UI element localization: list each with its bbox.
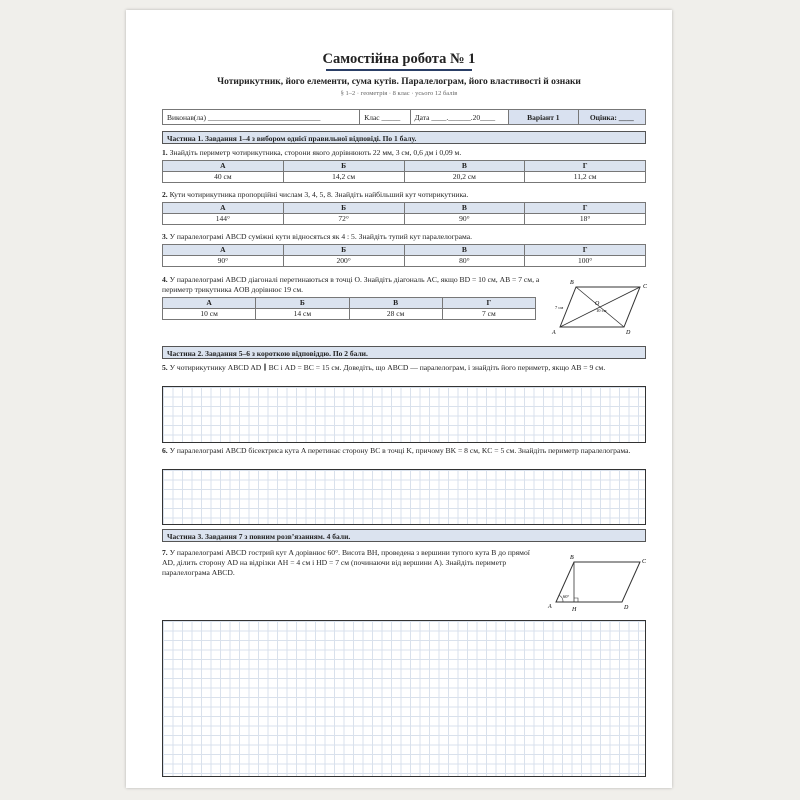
option-letter: Б xyxy=(283,203,404,214)
diagonal-length-label: 10 см xyxy=(596,308,607,313)
option-letter: А xyxy=(163,245,284,256)
option-letter: А xyxy=(163,298,256,309)
answer-box-6[interactable] xyxy=(162,469,646,525)
title-underline xyxy=(326,69,472,71)
parallelogram-diagram-q4 xyxy=(540,272,650,338)
section-2-header: Частина 2. Завдання 5–6 з короткою відповіддю. По 2 бали. xyxy=(162,346,646,359)
question-text: Знайдіть периметр чотирикутника, сторони якого дорівнюють 22 мм, 3 см, 0,6 дм і 0,09 м. xyxy=(169,148,462,157)
answer-option[interactable]: 28 см xyxy=(349,309,442,320)
option-letter: Г xyxy=(442,298,535,309)
option-letter: Б xyxy=(283,245,404,256)
question-number: 4. xyxy=(162,275,168,284)
section-3-header: Частина 3. Завдання 7 з повним розв’язанням. 4 бали. xyxy=(162,529,646,542)
vertex-label-a: A xyxy=(548,604,552,610)
answer-option[interactable]: 144° xyxy=(163,214,284,225)
page-meta: § 1–2 · геометрія · 8 клас · усього 12 балів xyxy=(340,90,458,97)
option-letter: А xyxy=(163,203,284,214)
question-number: 3. xyxy=(162,232,168,241)
answer-option[interactable]: 200° xyxy=(283,256,404,267)
question-text: У паралелограмі ABCD гострий кут A дорівнює 60°. Висота BH, проведена з вершини тупого кута B до прямої AD, ділить сторону AD на відрізки AH = 4 см і HD = 7 см (починаючи від вершини A). Знайдіть периметр паралелограма ABCD. xyxy=(162,548,530,577)
answer-option[interactable]: 100° xyxy=(525,256,646,267)
answer-option[interactable]: 10 см xyxy=(163,309,256,320)
vertex-label-d: D xyxy=(624,605,629,611)
question-3 xyxy=(162,232,646,242)
page-subtitle: Чотирикутник, його елементи, сума кутів. Паралелограм, його властивості й ознаки xyxy=(217,77,581,87)
right-angle-mark xyxy=(574,598,578,602)
question-6 xyxy=(162,446,646,456)
question-number: 6. xyxy=(162,446,168,455)
answer-box-7[interactable] xyxy=(162,620,646,777)
question-text: Кути чотирикутника пропорційні числам 3, 4, 5, 8. Знайдіть найбільший кут чотирикутника. xyxy=(169,190,469,199)
grade-field: Оцінка: ____ xyxy=(578,110,645,125)
answer-table-4 xyxy=(162,297,536,320)
option-letter: В xyxy=(404,161,525,172)
option-letter: Г xyxy=(525,161,646,172)
question-text: У паралелограмі ABCD бісектриса кута A перетинає сторону BC в точці K, причому BK = 8 см, KC = 5 см. Знайдіть периметр паралелограма. xyxy=(169,446,631,455)
vertex-label-b: B xyxy=(570,555,574,561)
answer-option[interactable]: 90° xyxy=(163,256,284,267)
option-letter: Б xyxy=(256,298,349,309)
class-field[interactable]: Клас _____ xyxy=(360,110,410,125)
vertex-label-d: D xyxy=(626,330,631,336)
option-letter: В xyxy=(404,203,525,214)
question-text: У паралелограмі ABCD суміжні кути відносяться як 4 : 5. Знайдіть тупий кут паралелограма. xyxy=(169,232,473,241)
center-label-o: O xyxy=(595,301,600,307)
answer-option[interactable]: 7 см xyxy=(442,309,535,320)
question-5 xyxy=(162,363,646,373)
answer-box-5[interactable] xyxy=(162,386,646,443)
answer-option[interactable]: 11,2 см xyxy=(525,172,646,183)
option-letter: Г xyxy=(525,203,646,214)
question-number: 2. xyxy=(162,190,168,199)
answer-option[interactable]: 18° xyxy=(525,214,646,225)
performer-field[interactable]: Виконав(ла) ______________________________ xyxy=(163,110,360,125)
side-length-label: 7 см xyxy=(555,305,564,310)
section-1-header: Частина 1. Завдання 1–4 з вибором однієї правильної відповіді. По 1 балу. xyxy=(162,131,646,144)
answer-table-3 xyxy=(162,244,646,267)
answer-table-2 xyxy=(162,202,646,225)
angle-label: 60° xyxy=(563,594,570,599)
question-2 xyxy=(162,190,646,200)
header-table xyxy=(162,109,646,125)
answer-option[interactable]: 80° xyxy=(404,256,525,267)
vertex-label-c: C xyxy=(642,559,647,565)
option-letter: А xyxy=(163,161,284,172)
page-title: Самостійна робота № 1 xyxy=(322,51,476,67)
answer-option[interactable]: 14,2 см xyxy=(283,172,404,183)
answer-option[interactable]: 40 см xyxy=(163,172,284,183)
question-number: 5. xyxy=(162,363,168,372)
option-letter: Б xyxy=(283,161,404,172)
vertex-label-h: H xyxy=(572,607,577,613)
question-4 xyxy=(162,275,546,295)
answer-option[interactable]: 20,2 см xyxy=(404,172,525,183)
question-number: 1. xyxy=(162,148,168,157)
question-number: 7. xyxy=(162,548,168,557)
vertex-label-a: A xyxy=(552,330,556,336)
question-7 xyxy=(162,548,538,578)
answer-option[interactable]: 90° xyxy=(404,214,525,225)
date-field[interactable]: Дата ____.______.20____ xyxy=(410,110,509,125)
question-text: У паралелограмі ABCD діагоналі перетинаються в точці O. Знайдіть діагональ AC, якщо BD = 10 см, AB = 7 см, а периметр трикутника AOB дорівнює 19 см. xyxy=(162,275,540,294)
parallelogram-diagram-q7 xyxy=(540,552,650,614)
vertex-label-b: B xyxy=(570,280,574,286)
question-1 xyxy=(162,148,646,158)
answer-table-1 xyxy=(162,160,646,183)
vertex-label-c: C xyxy=(643,284,648,290)
option-letter: Г xyxy=(525,245,646,256)
worksheet-page xyxy=(126,10,672,788)
question-text: У чотирикутнику ABCD AD ∥ BC і AD = BC = 15 см. Доведіть, що ABCD — паралелограм, і знайдіть його периметр, якщо AB = 9 см. xyxy=(169,363,606,372)
option-letter: В xyxy=(404,245,525,256)
diagonal-bd xyxy=(576,287,624,327)
variant-label: Варіант 1 xyxy=(509,110,578,125)
option-letter: В xyxy=(349,298,442,309)
answer-option[interactable]: 72° xyxy=(283,214,404,225)
answer-option[interactable]: 14 см xyxy=(256,309,349,320)
